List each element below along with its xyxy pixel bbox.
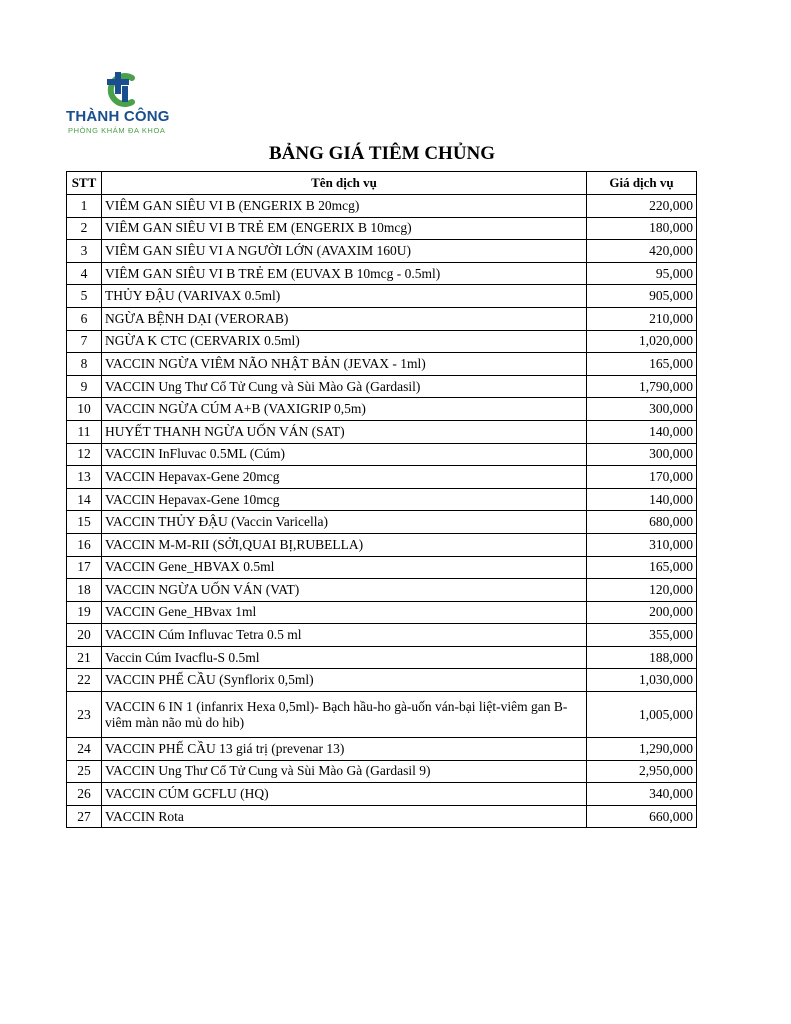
price-cell: 95,000 [587,262,697,285]
table-row [67,330,697,353]
price-cell: 200,000 [587,601,697,624]
table-row [67,195,697,218]
price-cell: 165,000 [587,556,697,579]
header-service-name: Tên dịch vụ [102,172,587,195]
stt-cell: 19 [67,601,102,624]
table-header-row [67,172,697,195]
clinic-logo [66,70,186,134]
service-name-cell: VACCIN Hepavax-Gene 10mcg [102,488,587,511]
price-cell: 140,000 [587,488,697,511]
table-row [67,262,697,285]
stt-cell: 5 [67,285,102,308]
clinic-subtitle: PHÒNG KHÁM ĐA KHOA [68,126,166,135]
table-row [67,511,697,534]
price-cell: 420,000 [587,240,697,263]
stt-cell: 17 [67,556,102,579]
table-row [67,760,697,783]
service-name-cell: VACCIN Gene_HBvax 1ml [102,601,587,624]
table-row [67,398,697,421]
price-cell: 310,000 [587,533,697,556]
service-name-cell: VACCIN THỦY ĐẬU (Vaccin Varicella) [102,511,587,534]
table-row [67,738,697,761]
stt-cell: 10 [67,398,102,421]
service-name-cell: VIÊM GAN SIÊU VI B TRẺ EM (EUVAX B 10mcg - 0.5ml) [102,262,587,285]
price-cell: 220,000 [587,195,697,218]
price-cell: 680,000 [587,511,697,534]
service-name-cell: VACCIN M-M-RII (SỞI,QUAI BỊ,RUBELLA) [102,533,587,556]
stt-cell: 26 [67,783,102,806]
stt-cell: 7 [67,330,102,353]
price-cell: 165,000 [587,353,697,376]
price-cell: 1,790,000 [587,375,697,398]
stt-cell: 16 [67,533,102,556]
table-row [67,624,697,647]
stt-cell: 27 [67,805,102,828]
table-row [67,646,697,669]
price-cell: 1,020,000 [587,330,697,353]
service-name-cell: VACCIN Ung Thư Cổ Tử Cung và Sùi Mào Gà (Gardasil 9) [102,760,587,783]
header-stt: STT [67,172,102,195]
price-cell: 300,000 [587,398,697,421]
price-cell: 188,000 [587,646,697,669]
service-name-cell: NGỪA BỆNH DẠI (VERORAB) [102,307,587,330]
header-price: Giá dịch vụ [587,172,697,195]
service-name-cell: VIÊM GAN SIÊU VI B TRẺ EM (ENGERIX B 10mcg) [102,217,587,240]
service-name-cell: VACCIN NGỪA UỐN VÁN (VAT) [102,579,587,602]
stt-cell: 24 [67,738,102,761]
stt-cell: 11 [67,420,102,443]
price-cell: 1,290,000 [587,738,697,761]
stt-cell: 3 [67,240,102,263]
price-cell: 210,000 [587,307,697,330]
price-cell: 340,000 [587,783,697,806]
table-row [67,692,697,738]
stt-cell: 21 [67,646,102,669]
stt-cell: 8 [67,353,102,376]
stt-cell: 12 [67,443,102,466]
service-name-cell: NGỪA K CTC (CERVARIX 0.5ml) [102,330,587,353]
service-name-cell: VACCIN NGỪA VIÊM NÃO NHẬT BẢN (JEVAX - 1ml) [102,353,587,376]
stt-cell: 13 [67,466,102,489]
stt-cell: 4 [67,262,102,285]
service-name-cell: VACCIN PHẾ CẦU (Synflorix 0,5ml) [102,669,587,692]
stt-cell: 9 [67,375,102,398]
stt-cell: 14 [67,488,102,511]
stt-cell: 15 [67,511,102,534]
stt-cell: 18 [67,579,102,602]
table-row [67,579,697,602]
table-row [67,217,697,240]
clinic-name: THÀNH CÔNG [66,108,170,125]
price-cell: 170,000 [587,466,697,489]
price-cell: 1,030,000 [587,669,697,692]
table-row [67,375,697,398]
price-cell: 140,000 [587,420,697,443]
stt-cell: 2 [67,217,102,240]
service-name-cell: VACCIN PHẾ CẦU 13 giá trị (prevenar 13) [102,738,587,761]
table-row [67,420,697,443]
service-name-cell: Vaccin Cúm Ivacflu-S 0.5ml [102,646,587,669]
table-row [67,240,697,263]
table-row [67,601,697,624]
price-cell: 1,005,000 [587,692,697,738]
service-name-cell: VACCIN CÚM GCFLU (HQ) [102,783,587,806]
service-name-cell: HUYẾT THANH NGỪA UỐN VÁN (SAT) [102,420,587,443]
price-table [66,171,697,828]
service-name-cell: VACCIN Hepavax-Gene 20mcg [102,466,587,489]
service-name-cell: VIÊM GAN SIÊU VI A NGƯỜI LỚN (AVAXIM 160U) [102,240,587,263]
service-name-cell: VACCIN Rota [102,805,587,828]
table-row [67,805,697,828]
service-name-cell: VIÊM GAN SIÊU VI B (ENGERIX B 20mcg) [102,195,587,218]
table-row [67,669,697,692]
clinic-cross-logo-icon [102,70,148,108]
price-cell: 905,000 [587,285,697,308]
table-body [67,195,697,828]
stt-cell: 22 [67,669,102,692]
price-cell: 300,000 [587,443,697,466]
service-name-cell: VACCIN Ung Thư Cổ Tử Cung và Sùi Mào Gà (Gardasil) [102,375,587,398]
service-name-cell: VACCIN Gene_HBVAX 0.5ml [102,556,587,579]
table-row [67,466,697,489]
page-title: BẢNG GIÁ TIÊM CHỦNG [268,143,496,164]
price-cell: 180,000 [587,217,697,240]
table-row [67,285,697,308]
table-row [67,443,697,466]
table-row [67,783,697,806]
table-row [67,533,697,556]
stt-cell: 23 [67,692,102,738]
stt-cell: 6 [67,307,102,330]
service-name-cell: VACCIN 6 IN 1 (infanrix Hexa 0,5ml)- Bạch hầu-ho gà-uốn ván-bại liệt-viêm gan B-viêm màn não mủ do hib) [102,692,587,738]
stt-cell: 1 [67,195,102,218]
stt-cell: 25 [67,760,102,783]
service-name-cell: VACCIN InFluvac 0.5ML (Cúm) [102,443,587,466]
table-row [67,488,697,511]
price-cell: 355,000 [587,624,697,647]
table-row [67,353,697,376]
service-name-cell: VACCIN Cúm Influvac Tetra 0.5 ml [102,624,587,647]
service-name-cell: THỦY ĐẬU (VARIVAX 0.5ml) [102,285,587,308]
table-row [67,556,697,579]
price-cell: 660,000 [587,805,697,828]
table-row [67,307,697,330]
price-cell: 120,000 [587,579,697,602]
price-cell: 2,950,000 [587,760,697,783]
stt-cell: 20 [67,624,102,647]
service-name-cell: VACCIN NGỪA CÚM A+B (VAXIGRIP 0,5m) [102,398,587,421]
